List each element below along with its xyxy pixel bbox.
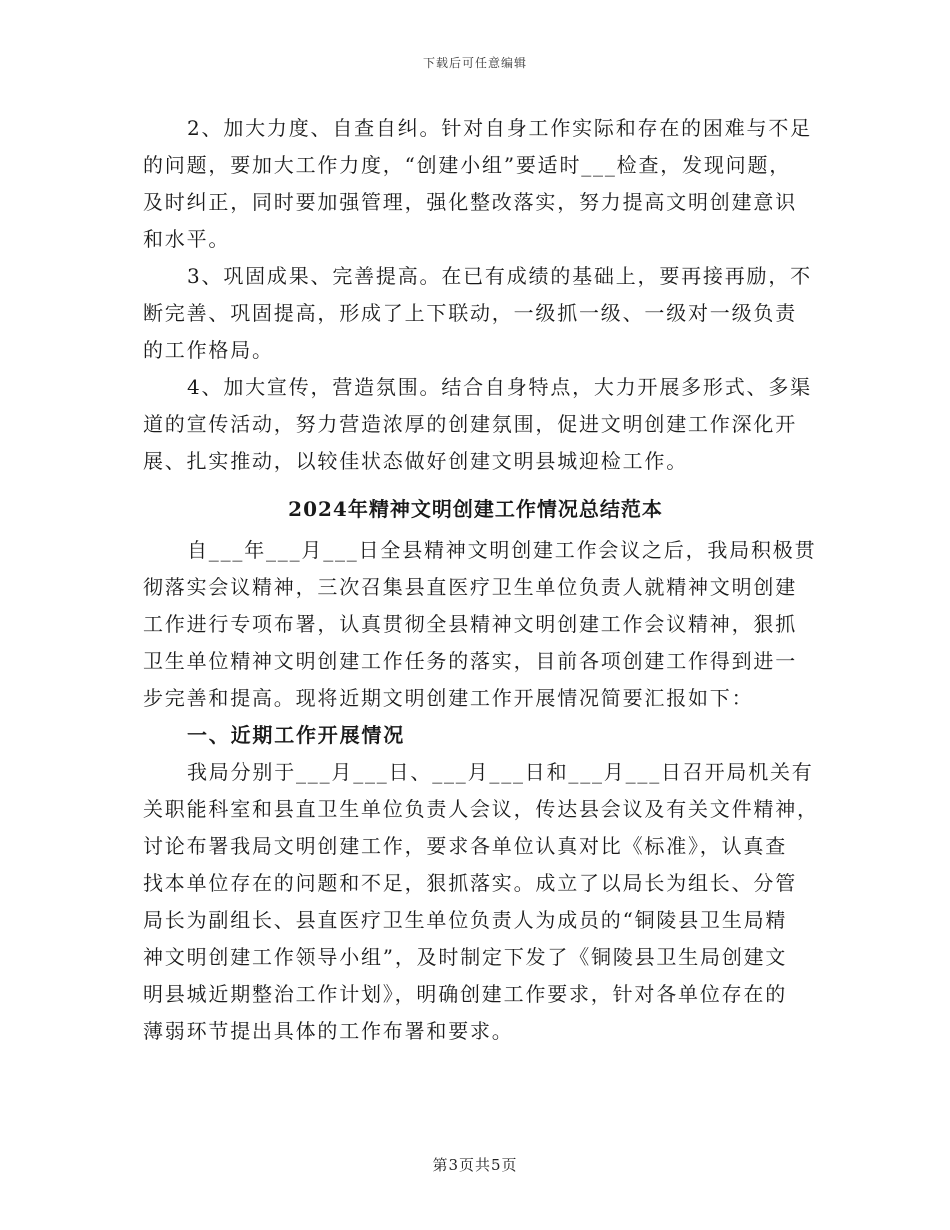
paragraph-4 (143, 369, 812, 480)
text-line: 彻落实会议精神，三次召集县直医疗卫生单位负责人就精神文明创建 (143, 575, 797, 599)
text-line: 找本单位存在的问题和不足，狠抓落实。成立了以局长为组长、分管 (143, 871, 797, 895)
text-line: 讨论布署我局文明创建工作，要求各单位认真对比《标准》，认真查 (143, 834, 787, 858)
intro-paragraph (143, 532, 817, 717)
text-line: 步完善和提高。现将近期文明创建工作开展情况简要汇报如下： (143, 686, 754, 710)
text-line: 薄弱环节提出具体的工作布署和要求。 (143, 1019, 514, 1043)
text-line: 局长为副组长、县直医疗卫生单位负责人为成员的“铜陵县卫生局精 (143, 908, 788, 932)
text-line: 卫生单位精神文明创建工作任务的落实，目前各项创建工作得到进一 (143, 649, 797, 673)
text-line: 关职能科室和县直卫生单位负责人会议，传达县会议及有关文件精神， (143, 797, 819, 821)
paragraph-2 (143, 110, 812, 258)
text-line: 的问题，要加大工作力度，“创建小组”要适时___检查，发现问题， (143, 153, 792, 177)
text-line: 2、加大力度、自查自纠。针对自身工作实际和存在的困难与不足 (187, 116, 812, 140)
text-line: 神文明创建工作领导小组”，及时制定下发了《铜陵县卫生局创建文 (143, 945, 788, 969)
document-body (143, 110, 819, 1050)
text-line: 工作进行专项布署，认真贯彻全县精神文明创建工作会议精神，狠抓 (143, 612, 797, 636)
text-line: 明县城近期整治工作计划》，明确创建工作要求，针对各单位存在的 (143, 982, 787, 1006)
text-line: 我局分别于___月___日、___月___日和___月___日召开局机关有 (187, 760, 814, 784)
section1-paragraph (143, 754, 819, 1050)
text-line: 自___年___月___日全县精神文明创建工作会议之后，我局积极贯 (187, 538, 817, 562)
text-line: 道的宣传活动，努力营造浓厚的创建氛围，促进文明创建工作深化开 (143, 412, 797, 436)
text-line: 断完善、巩固提高，形成了上下联动，一级抓一级、一级对一级负责 (143, 301, 797, 325)
document-title: 2024年精神文明创建工作情况总结范本 (288, 497, 663, 521)
header-note: 下载后可任意编辑 (422, 56, 527, 70)
text-line: 展、扎实推动，以较佳状态做好创建文明县城迎检工作。 (143, 449, 688, 473)
page-number: 第3页共5页 (432, 1156, 518, 1174)
text-line: 3、巩固成果、完善提高。在已有成绩的基础上，要再接再励，不 (187, 264, 812, 288)
paragraph-3 (143, 258, 812, 369)
text-line: 和水平。 (143, 227, 231, 251)
text-line: 及时纠正，同时要加强管理，强化整改落实，努力提高文明创建意识 (143, 190, 797, 214)
section-heading: 一、近期工作开展情况 (187, 723, 405, 747)
text-line: 的工作格局。 (143, 338, 274, 362)
text-line: 4、加大宣传，营造氛围。结合自身特点，大力开展多形式、多渠 (187, 375, 812, 399)
